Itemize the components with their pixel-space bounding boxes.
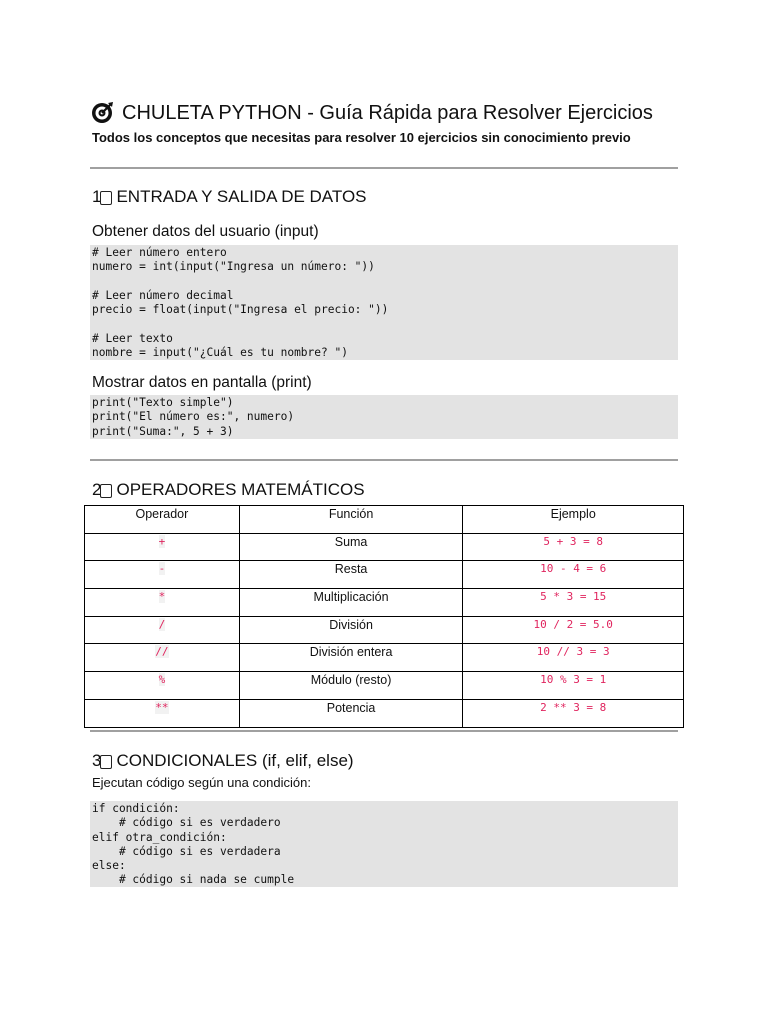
keycap-box-icon bbox=[100, 191, 112, 205]
operator-cell bbox=[85, 699, 240, 727]
section-1-heading bbox=[92, 187, 367, 207]
code-line: # código si nada se cumple bbox=[92, 873, 295, 887]
code-line: # Leer número decimal bbox=[92, 288, 234, 302]
example-cell: 10 % 3 = 1 bbox=[463, 672, 684, 700]
table-row bbox=[85, 699, 684, 727]
keycap-box-icon bbox=[100, 755, 112, 769]
code-line bbox=[92, 317, 676, 331]
page-title: CHULETA PYTHON - Guía Rápida para Resolver Ejercicios bbox=[122, 101, 653, 124]
table-row bbox=[85, 589, 684, 617]
code-line: if condición: bbox=[92, 802, 180, 815]
function-cell: División bbox=[239, 616, 463, 644]
section-2-heading bbox=[92, 480, 365, 500]
table-row bbox=[85, 533, 684, 561]
function-cell: Multiplicación bbox=[239, 589, 463, 617]
section-title: ENTRADA Y SALIDA DE DATOS bbox=[116, 187, 367, 206]
print-code-block bbox=[90, 395, 678, 439]
section-number: 1 bbox=[92, 187, 102, 206]
operator-cell bbox=[85, 533, 240, 561]
operator-symbol: - bbox=[158, 562, 166, 576]
function-cell: Módulo (resto) bbox=[239, 672, 463, 700]
code-line: print("Texto simple") bbox=[92, 396, 234, 409]
code-line: numero = int(input("Ingresa un número: ")) bbox=[92, 260, 375, 274]
operator-symbol: * bbox=[158, 590, 166, 604]
column-header: Ejemplo bbox=[463, 506, 684, 534]
title-row bbox=[90, 101, 653, 125]
operator-cell bbox=[85, 561, 240, 589]
conditionals-description: Ejecutan código según una condición: bbox=[92, 775, 311, 790]
code-line: # Leer número entero bbox=[92, 246, 227, 259]
table-row bbox=[85, 644, 684, 672]
code-line: # código si es verdadero bbox=[92, 816, 281, 830]
operator-cell bbox=[85, 672, 240, 700]
operator-cell bbox=[85, 616, 240, 644]
code-line: elif otra_condición: bbox=[92, 830, 227, 844]
code-line: nombre = input("¿Cuál es tu nombre? ") bbox=[92, 346, 348, 360]
operator-symbol: ** bbox=[155, 700, 169, 714]
target-icon bbox=[90, 101, 114, 125]
section-number: 3 bbox=[92, 751, 102, 770]
example-cell: 10 - 4 = 6 bbox=[463, 561, 684, 589]
code-line: print("El número es:", numero) bbox=[92, 410, 295, 424]
code-line: precio = float(input("Ingresa el precio: ")) bbox=[92, 303, 389, 317]
example-cell: 10 / 2 = 5.0 bbox=[463, 616, 684, 644]
page-subtitle: Todos los conceptos que necesitas para resolver 10 ejercicios sin conocimiento previo bbox=[92, 130, 631, 145]
function-cell: Suma bbox=[239, 533, 463, 561]
input-heading: Obtener datos del usuario (input) bbox=[92, 223, 319, 240]
keycap-box-icon bbox=[100, 484, 112, 498]
code-line: # Leer texto bbox=[92, 331, 173, 345]
example-cell: 10 // 3 = 3 bbox=[463, 644, 684, 672]
section-number: 2 bbox=[92, 480, 102, 499]
example-cell: 5 * 3 = 15 bbox=[463, 589, 684, 617]
code-line: # código si es verdadera bbox=[92, 844, 281, 858]
section-title: OPERADORES MATEMÁTICOS bbox=[116, 480, 365, 499]
operator-symbol: + bbox=[158, 534, 166, 548]
example-cell: 5 + 3 = 8 bbox=[463, 533, 684, 561]
conditionals-code-block bbox=[90, 801, 678, 887]
section-title: CONDICIONALES (if, elif, else) bbox=[116, 751, 354, 770]
function-cell: Potencia bbox=[239, 699, 463, 727]
column-header: Operador bbox=[85, 506, 240, 534]
code-line bbox=[92, 275, 676, 289]
table-row bbox=[85, 561, 684, 589]
code-line: print("Suma:", 5 + 3) bbox=[92, 424, 234, 438]
function-cell: División entera bbox=[239, 644, 463, 672]
function-cell: Resta bbox=[239, 561, 463, 589]
table-row bbox=[85, 672, 684, 700]
operator-symbol: % bbox=[158, 673, 166, 687]
section-3-heading bbox=[92, 751, 354, 771]
operator-symbol: // bbox=[155, 645, 169, 659]
divider bbox=[90, 167, 678, 169]
operator-cell bbox=[85, 644, 240, 672]
divider bbox=[90, 459, 678, 461]
code-line: else: bbox=[92, 859, 126, 873]
operator-symbol: / bbox=[158, 617, 166, 631]
input-code-block bbox=[90, 245, 678, 360]
table-header-row bbox=[85, 506, 684, 534]
table-row bbox=[85, 616, 684, 644]
divider bbox=[90, 730, 678, 732]
column-header: Función bbox=[239, 506, 463, 534]
example-cell: 2 ** 3 = 8 bbox=[463, 699, 684, 727]
operator-cell bbox=[85, 589, 240, 617]
print-heading: Mostrar datos en pantalla (print) bbox=[92, 374, 312, 391]
operators-table bbox=[84, 505, 684, 728]
